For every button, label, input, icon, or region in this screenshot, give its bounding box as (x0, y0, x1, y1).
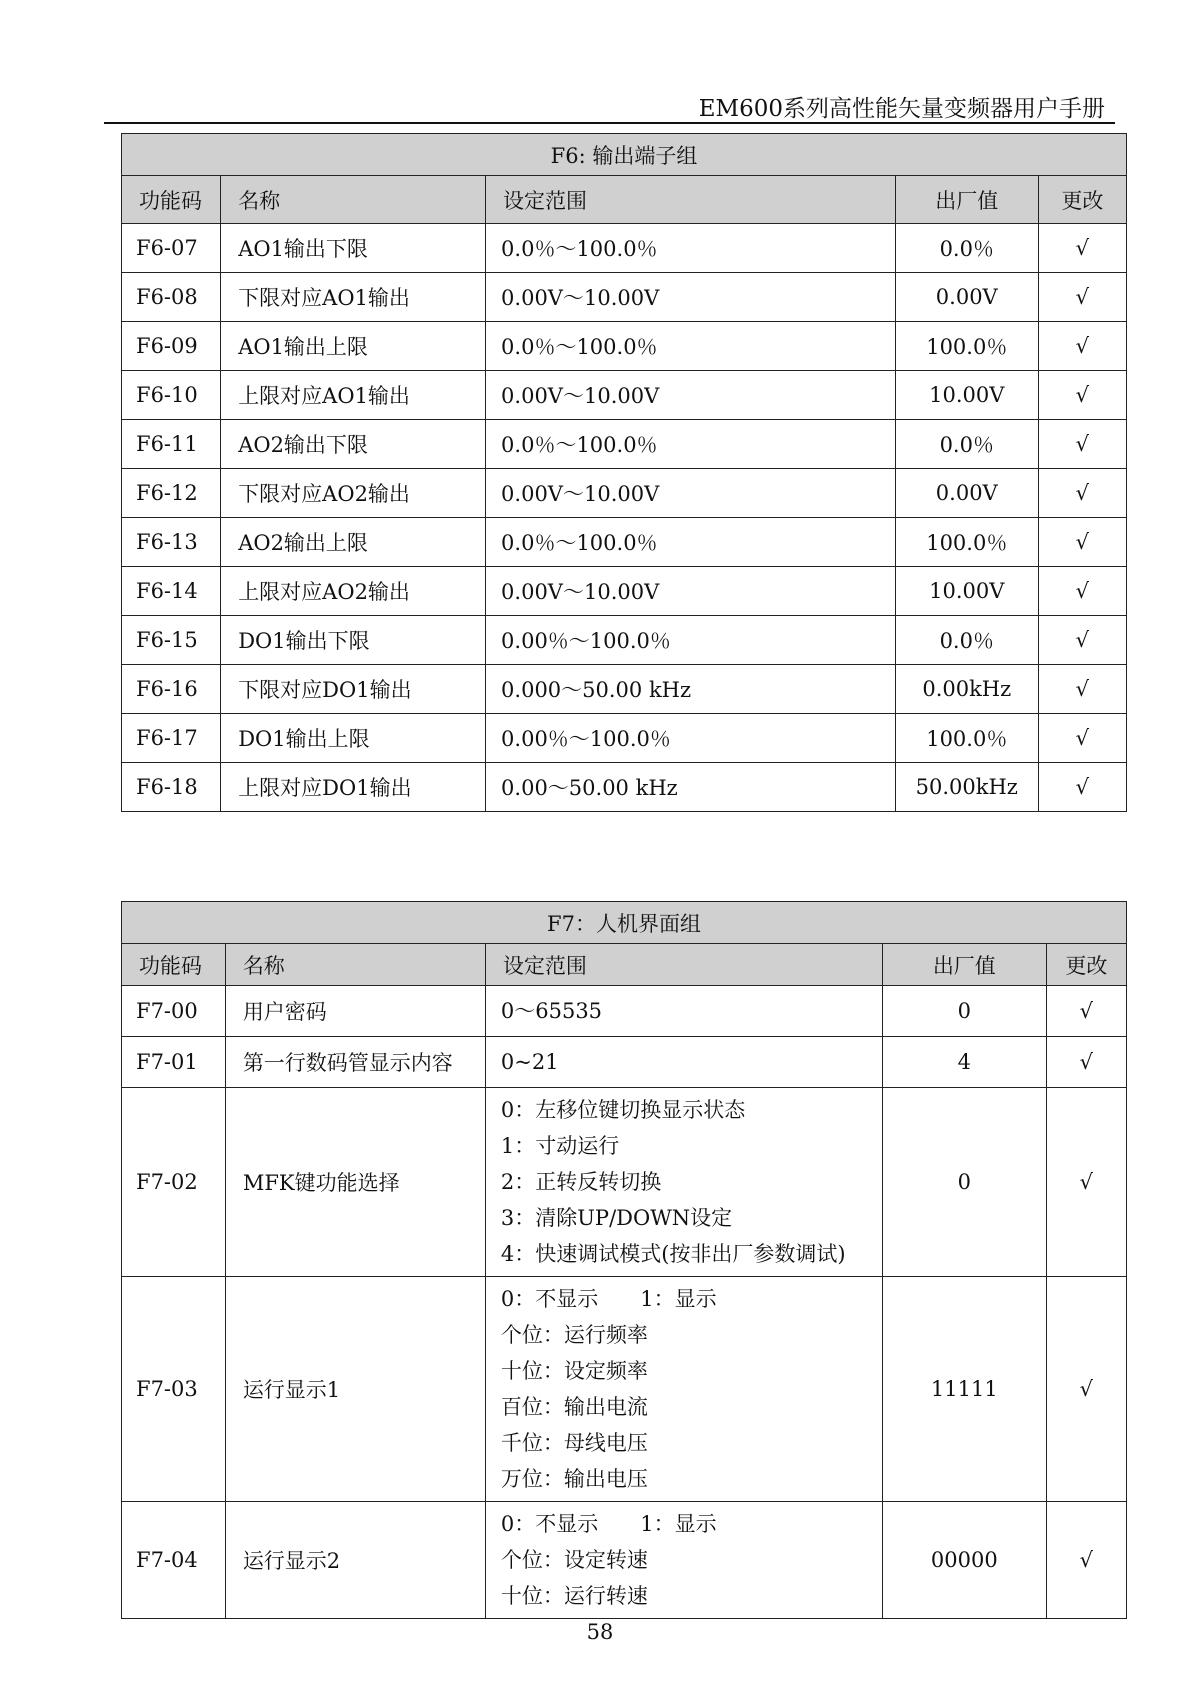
param-default: 100.0％ (895, 518, 1038, 567)
param-name: AO1输出上限 (221, 322, 486, 371)
param-default: 100.0％ (895, 714, 1038, 763)
param-code: F6-08 (122, 273, 221, 322)
table-row (122, 616, 1127, 665)
range-line: 0~21 (500, 1050, 559, 1074)
param-range (485, 1502, 882, 1619)
param-modify: √ (1038, 371, 1126, 420)
col-header-name: 名称 (221, 176, 486, 224)
table-row (122, 371, 1127, 420)
range-line: 十位：设定频率 (500, 1359, 648, 1383)
param-modify: √ (1046, 986, 1126, 1037)
col-header-default: 出厂值 (882, 944, 1046, 986)
param-name: AO2输出上限 (221, 518, 486, 567)
param-default: 0.0％ (895, 224, 1038, 273)
param-range (485, 1277, 882, 1502)
table-row (122, 1088, 1127, 1277)
param-modify: √ (1046, 1088, 1126, 1277)
page-number: 58 (586, 1620, 614, 1644)
param-range (485, 1088, 882, 1277)
table-row (122, 322, 1127, 371)
table-row (122, 1502, 1127, 1619)
param-code: F7-01 (122, 1037, 226, 1088)
param-code: F6-14 (122, 567, 221, 616)
f6-title-row (122, 134, 1127, 176)
table-row (122, 763, 1127, 812)
col-header-default: 出厂值 (895, 176, 1038, 224)
param-name: 用户密码 (225, 986, 485, 1037)
param-code: F6-10 (122, 371, 221, 420)
param-range: 0.0％～100.0％ (486, 518, 896, 567)
range-line: 个位：设定转速 (500, 1548, 648, 1572)
param-modify: √ (1038, 273, 1126, 322)
param-default: 0.00kHz (895, 665, 1038, 714)
param-default: 0.0％ (895, 616, 1038, 665)
table-row (122, 518, 1127, 567)
param-code: F7-02 (122, 1088, 226, 1277)
param-code: F6-18 (122, 763, 221, 812)
param-code: F6-09 (122, 322, 221, 371)
param-code: F6-07 (122, 224, 221, 273)
param-range (485, 1037, 882, 1088)
param-modify: √ (1046, 1037, 1126, 1088)
param-default: 0.0％ (895, 420, 1038, 469)
range-line: 千位：母线电压 (500, 1431, 648, 1455)
table-row (122, 1037, 1127, 1088)
param-name: 下限对应AO2输出 (221, 469, 486, 518)
param-default: 11111 (882, 1277, 1046, 1502)
param-code: F6-16 (122, 665, 221, 714)
param-code: F7-00 (122, 986, 226, 1037)
param-modify: √ (1038, 665, 1126, 714)
param-range: 0.0％～100.0％ (486, 224, 896, 273)
range-line: 2：正转反转切换 (500, 1170, 662, 1194)
param-name: 上限对应AO2输出 (221, 567, 486, 616)
range-line: 1：寸动运行 (500, 1134, 620, 1158)
param-code: F6-11 (122, 420, 221, 469)
param-modify: √ (1038, 469, 1126, 518)
range-line: 十位：运行转速 (500, 1584, 648, 1608)
f6-table-body (122, 224, 1127, 812)
param-code: F6-13 (122, 518, 221, 567)
range-line: 0～65535 (500, 999, 603, 1023)
range-line: 4：快速调试模式(按非出厂参数调试) (500, 1242, 846, 1266)
param-name: DO1输出下限 (221, 616, 486, 665)
table-row (122, 567, 1127, 616)
param-range (485, 986, 882, 1037)
param-modify: √ (1038, 714, 1126, 763)
param-default: 10.00V (895, 371, 1038, 420)
f7-parameter-table (121, 901, 1127, 1619)
param-range: 0.0％～100.0％ (486, 322, 896, 371)
param-default: 100.0％ (895, 322, 1038, 371)
param-code: F6-15 (122, 616, 221, 665)
col-header-code: 功能码 (122, 944, 226, 986)
param-modify: √ (1046, 1277, 1126, 1502)
table-row (122, 420, 1127, 469)
param-range: 0.000～50.00 kHz (486, 665, 896, 714)
range-line: 百位：输出电流 (500, 1395, 648, 1419)
param-modify: √ (1038, 224, 1126, 273)
col-header-modify: 更改 (1038, 176, 1126, 224)
param-default: 4 (882, 1037, 1046, 1088)
range-line: 0：不显示 1：显示 (500, 1512, 717, 1536)
param-range: 0.00V～10.00V (486, 469, 896, 518)
param-range: 0.00V～10.00V (486, 567, 896, 616)
param-name: MFK键功能选择 (225, 1088, 485, 1277)
col-header-range: 设定范围 (486, 176, 896, 224)
param-default: 0 (882, 986, 1046, 1037)
param-range: 0.00％～100.0％ (486, 714, 896, 763)
param-range: 0.00V～10.00V (486, 273, 896, 322)
param-modify: √ (1038, 518, 1126, 567)
table-row (122, 986, 1127, 1037)
param-code: F7-04 (122, 1502, 226, 1619)
f7-header-row (122, 944, 1127, 986)
param-code: F7-03 (122, 1277, 226, 1502)
param-range: 0.00V～10.00V (486, 371, 896, 420)
param-name: 上限对应AO1输出 (221, 371, 486, 420)
f6-header-row (122, 176, 1127, 224)
param-name: 第一行数码管显示内容 (225, 1037, 485, 1088)
f7-title-row (122, 902, 1127, 944)
col-header-modify: 更改 (1046, 944, 1126, 986)
col-header-code: 功能码 (122, 176, 221, 224)
range-line: 0：不显示 1：显示 (500, 1287, 717, 1311)
manual-header-title: EM600系列高性能矢量变频器用户手册 (698, 96, 1105, 122)
param-range: 0.00％～100.0％ (486, 616, 896, 665)
table-row (122, 714, 1127, 763)
param-name: AO1输出下限 (221, 224, 486, 273)
param-name: 运行显示2 (225, 1502, 485, 1619)
table-row (122, 224, 1127, 273)
table-row (122, 273, 1127, 322)
param-default: 0 (882, 1088, 1046, 1277)
param-default: 0.00V (895, 469, 1038, 518)
param-name: AO2输出下限 (221, 420, 486, 469)
param-modify: √ (1038, 420, 1126, 469)
param-name: DO1输出上限 (221, 714, 486, 763)
param-range: 0.0％～100.0％ (486, 420, 896, 469)
param-code: F6-12 (122, 469, 221, 518)
table-row (122, 665, 1127, 714)
range-line: 万位：输出电压 (500, 1467, 648, 1491)
table-row (122, 469, 1127, 518)
param-default: 50.00kHz (895, 763, 1038, 812)
param-default: 0.00V (895, 273, 1038, 322)
table-row (122, 1277, 1127, 1502)
col-header-range: 设定范围 (485, 944, 882, 986)
param-name: 上限对应DO1输出 (221, 763, 486, 812)
param-modify: √ (1038, 763, 1126, 812)
param-name: 运行显示1 (225, 1277, 485, 1502)
f6-table-title: F6: 输出端子组 (122, 134, 1127, 176)
param-name: 下限对应DO1输出 (221, 665, 486, 714)
range-line: 0：左移位键切换显示状态 (500, 1098, 746, 1122)
param-code: F6-17 (122, 714, 221, 763)
header-rule (104, 122, 1115, 124)
col-header-name: 名称 (225, 944, 485, 986)
f7-table-title: F7：人机界面组 (122, 902, 1127, 944)
f7-table-body (122, 986, 1127, 1619)
range-line: 3：清除UP/DOWN设定 (500, 1206, 733, 1230)
param-modify: √ (1038, 567, 1126, 616)
param-default: 10.00V (895, 567, 1038, 616)
param-modify: √ (1038, 322, 1126, 371)
param-modify: √ (1046, 1502, 1126, 1619)
range-line: 个位：运行频率 (500, 1323, 648, 1347)
f6-parameter-table (121, 133, 1127, 812)
param-range: 0.00～50.00 kHz (486, 763, 896, 812)
param-name: 下限对应AO1输出 (221, 273, 486, 322)
param-default: 00000 (882, 1502, 1046, 1619)
param-modify: √ (1038, 616, 1126, 665)
